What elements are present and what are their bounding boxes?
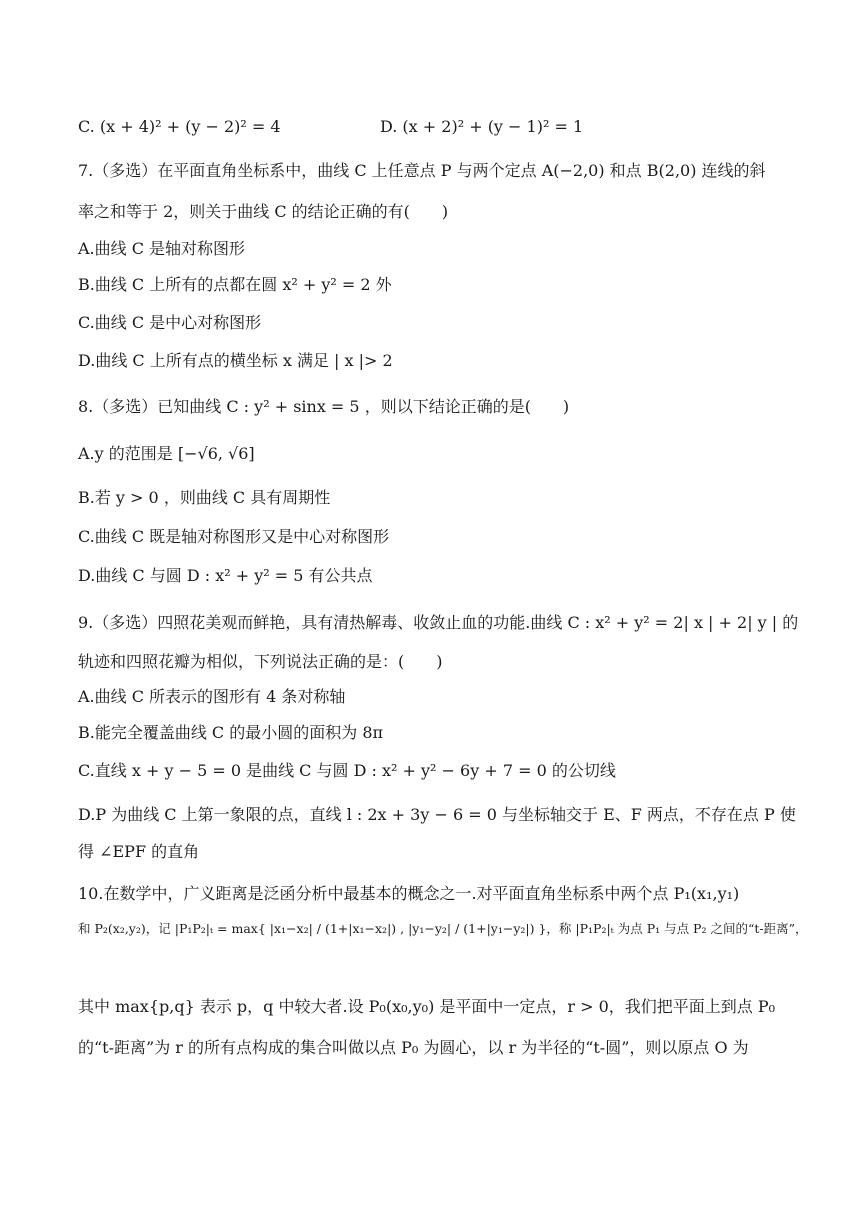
q8-option-b: B.若 y > 0 ，则曲线 C 具有周期性 bbox=[78, 488, 331, 507]
q7-stem-line1: 7.（多选）在平面直角坐标系中，曲线 C 上任意点 P 与两个定点 A(−2,0) 和点 B(2,0) 连线的斜 bbox=[78, 161, 766, 180]
q10-line1: 10.在数学中，广义距离是泛函分析中最基本的概念之一.对平面直角坐标系中两个点 P₁(x₁,y₁) bbox=[78, 884, 740, 903]
q7-option-d: D.曲线 C 上所有点的横坐标 x 满足 | x |> 2 bbox=[78, 351, 393, 370]
q6-option-c: C. (x + 4)² + (y − 2)² = 4 bbox=[78, 117, 281, 136]
q10-line3: 其中 max{p,q} 表示 p，q 中较大者.设 P₀(x₀,y₀) 是平面中一定点，r > 0，我们把平面上到点 P₀ bbox=[78, 997, 776, 1016]
q7-option-c: C.曲线 C 是中心对称图形 bbox=[78, 313, 262, 332]
q7-option-b: B.曲线 C 上所有的点都在圆 x² + y² = 2 外 bbox=[78, 275, 392, 294]
q6-option-d: D. (x + 2)² + (y − 1)² = 1 bbox=[380, 117, 584, 136]
q8-option-d: D.曲线 C 与圆 D : x² + y² = 5 有公共点 bbox=[78, 566, 373, 585]
q9-stem-line1: 9.（多选）四照花美观而鲜艳，具有清热解毒、收敛止血的功能.曲线 C : x² + y² = 2| x | + 2| y | 的 bbox=[78, 613, 799, 632]
q7-stem-line2: 率之和等于 2，则关于曲线 C 的结论正确的有( ) bbox=[78, 202, 449, 221]
q6-options-row bbox=[78, 116, 584, 138]
q9-option-c: C.直线 x + y − 5 = 0 是曲线 C 与圆 D : x² + y² − 6y + 7 = 0 的公切线 bbox=[78, 761, 616, 780]
q7-option-a: A.曲线 C 是轴对称图形 bbox=[78, 239, 246, 258]
q9-option-b: B.能完全覆盖曲线 C 的最小圆的面积为 8π bbox=[78, 723, 384, 742]
q10-line2: 和 P₂(x₂,y₂)，记 |P₁P₂|ₜ = max{ |x₁−x₂| / (1+|x₁−x₂|) , |y₁−y₂| / (1+|y₁−y₂|) }，称 |P₁P₂|ₜ 为点 P₁ 与点 P₂ 之间的“t-距离”， bbox=[78, 921, 808, 936]
q9-option-d-line1: D.P 为曲线 C 上第一象限的点，直线 l : 2x + 3y − 6 = 0 与坐标轴交于 E、F 两点，不存在点 P 使 bbox=[78, 805, 796, 824]
q8-stem: 8.（多选）已知曲线 C : y² + sinx = 5 ，则以下结论正确的是( ) bbox=[78, 397, 570, 416]
q9-option-d-line2: 得 ∠EPF 的直角 bbox=[78, 842, 200, 861]
q8-option-a: A.y 的范围是 [−√6, √6] bbox=[78, 444, 255, 463]
q8-option-c: C.曲线 C 既是轴对称图形又是中心对称图形 bbox=[78, 527, 390, 546]
q9-option-a: A.曲线 C 所表示的图形有 4 条对称轴 bbox=[78, 687, 346, 706]
q9-stem-line2: 轨迹和四照花瓣为相似，下列说法正确的是：( ) bbox=[78, 652, 443, 671]
q10-line4: 的“t-距离”为 r 的所有点构成的集合叫做以点 P₀ 为圆心，以 r 为半径的“t-圆”，则以原点 O 为 bbox=[78, 1038, 749, 1057]
